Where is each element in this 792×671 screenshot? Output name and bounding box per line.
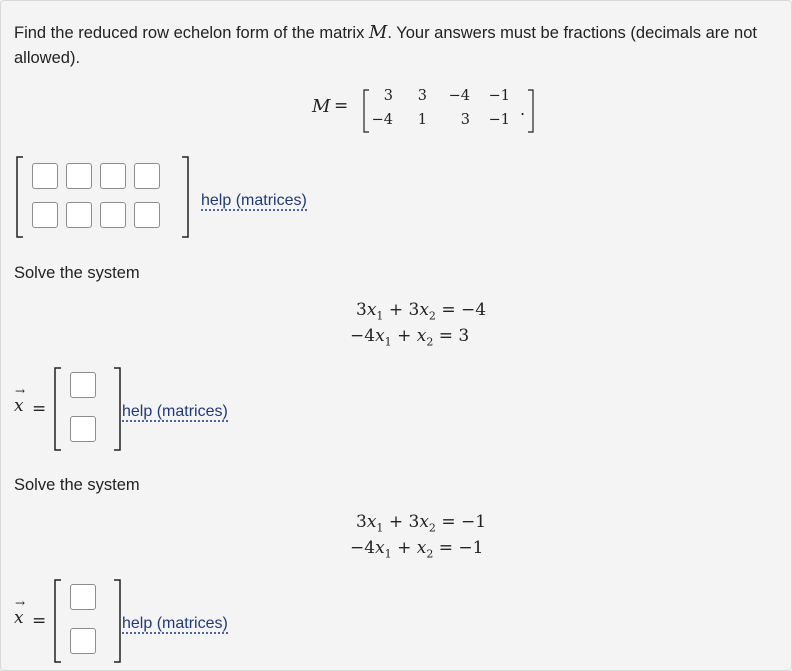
- matrix-cell: 1: [417, 112, 427, 128]
- rref-input-r1c3[interactable]: [100, 163, 126, 189]
- matrix-cell: −1: [488, 88, 510, 104]
- vector-symbol: → x: [14, 596, 26, 628]
- rref-input-r1c1[interactable]: [32, 163, 58, 189]
- system-2-line-2: $-4x_1 + x_2 = -1$: [350, 538, 484, 561]
- vector-arrow-icon: →: [15, 384, 26, 398]
- matrix-cell: −4: [371, 112, 393, 128]
- rref-input-r1c4[interactable]: [134, 163, 160, 189]
- vector-symbol: → x: [14, 384, 26, 416]
- matrix-cell: 3: [460, 112, 470, 128]
- help-matrices-link[interactable]: help (matrices): [122, 615, 228, 632]
- matrix-end-punct: .: [520, 100, 526, 119]
- rref-input-r2c1[interactable]: [32, 202, 58, 228]
- solve-label: Solve the system: [14, 476, 140, 494]
- matrix-cell: 3: [383, 88, 393, 104]
- help-matrices-link[interactable]: help (matrices): [122, 403, 228, 420]
- vector-2-input-x1[interactable]: [70, 584, 96, 610]
- vector-2-input-x2[interactable]: [70, 628, 96, 654]
- prompt-text-before: Find the reduced row echelon form of the matrix: [14, 24, 369, 42]
- matrix-cell: 3: [417, 88, 427, 104]
- vector-1-input-x2[interactable]: [70, 416, 96, 442]
- matrix-cell: −1: [488, 112, 510, 128]
- prompt-matrix-var: M: [368, 22, 388, 43]
- rref-answer-matrix: [14, 155, 194, 239]
- matrix-lhs: M: [312, 96, 331, 117]
- rref-input-r1c2[interactable]: [66, 163, 92, 189]
- solution-vector-2: [14, 578, 134, 668]
- rref-input-r2c4[interactable]: [134, 202, 160, 228]
- vector-equals: =: [32, 399, 47, 419]
- prompt-text-after: . Your answers must be fractions (decimals are not allowed).: [14, 24, 757, 67]
- system-2-line-1: $3x_1 + 3x_2 = -1$: [356, 512, 487, 535]
- matrix-cell: −4: [448, 88, 470, 104]
- vector-equals: =: [32, 611, 47, 631]
- rref-input-r2c2[interactable]: [66, 202, 92, 228]
- matrix-equals: =: [334, 96, 349, 116]
- vector-1-input-x1[interactable]: [70, 372, 96, 398]
- solve-label: Solve the system: [14, 264, 140, 282]
- help-matrices-link[interactable]: help (matrices): [201, 192, 307, 209]
- problem-prompt: [14, 20, 784, 71]
- rref-input-r2c3[interactable]: [100, 202, 126, 228]
- system-1-line-2: $-4x_1 + x_2 = 3$: [350, 326, 470, 349]
- solution-vector-1: [14, 366, 134, 456]
- vector-arrow-icon: →: [15, 596, 26, 610]
- system-1-line-1: $3x_1 + 3x_2 = -4$: [356, 300, 487, 323]
